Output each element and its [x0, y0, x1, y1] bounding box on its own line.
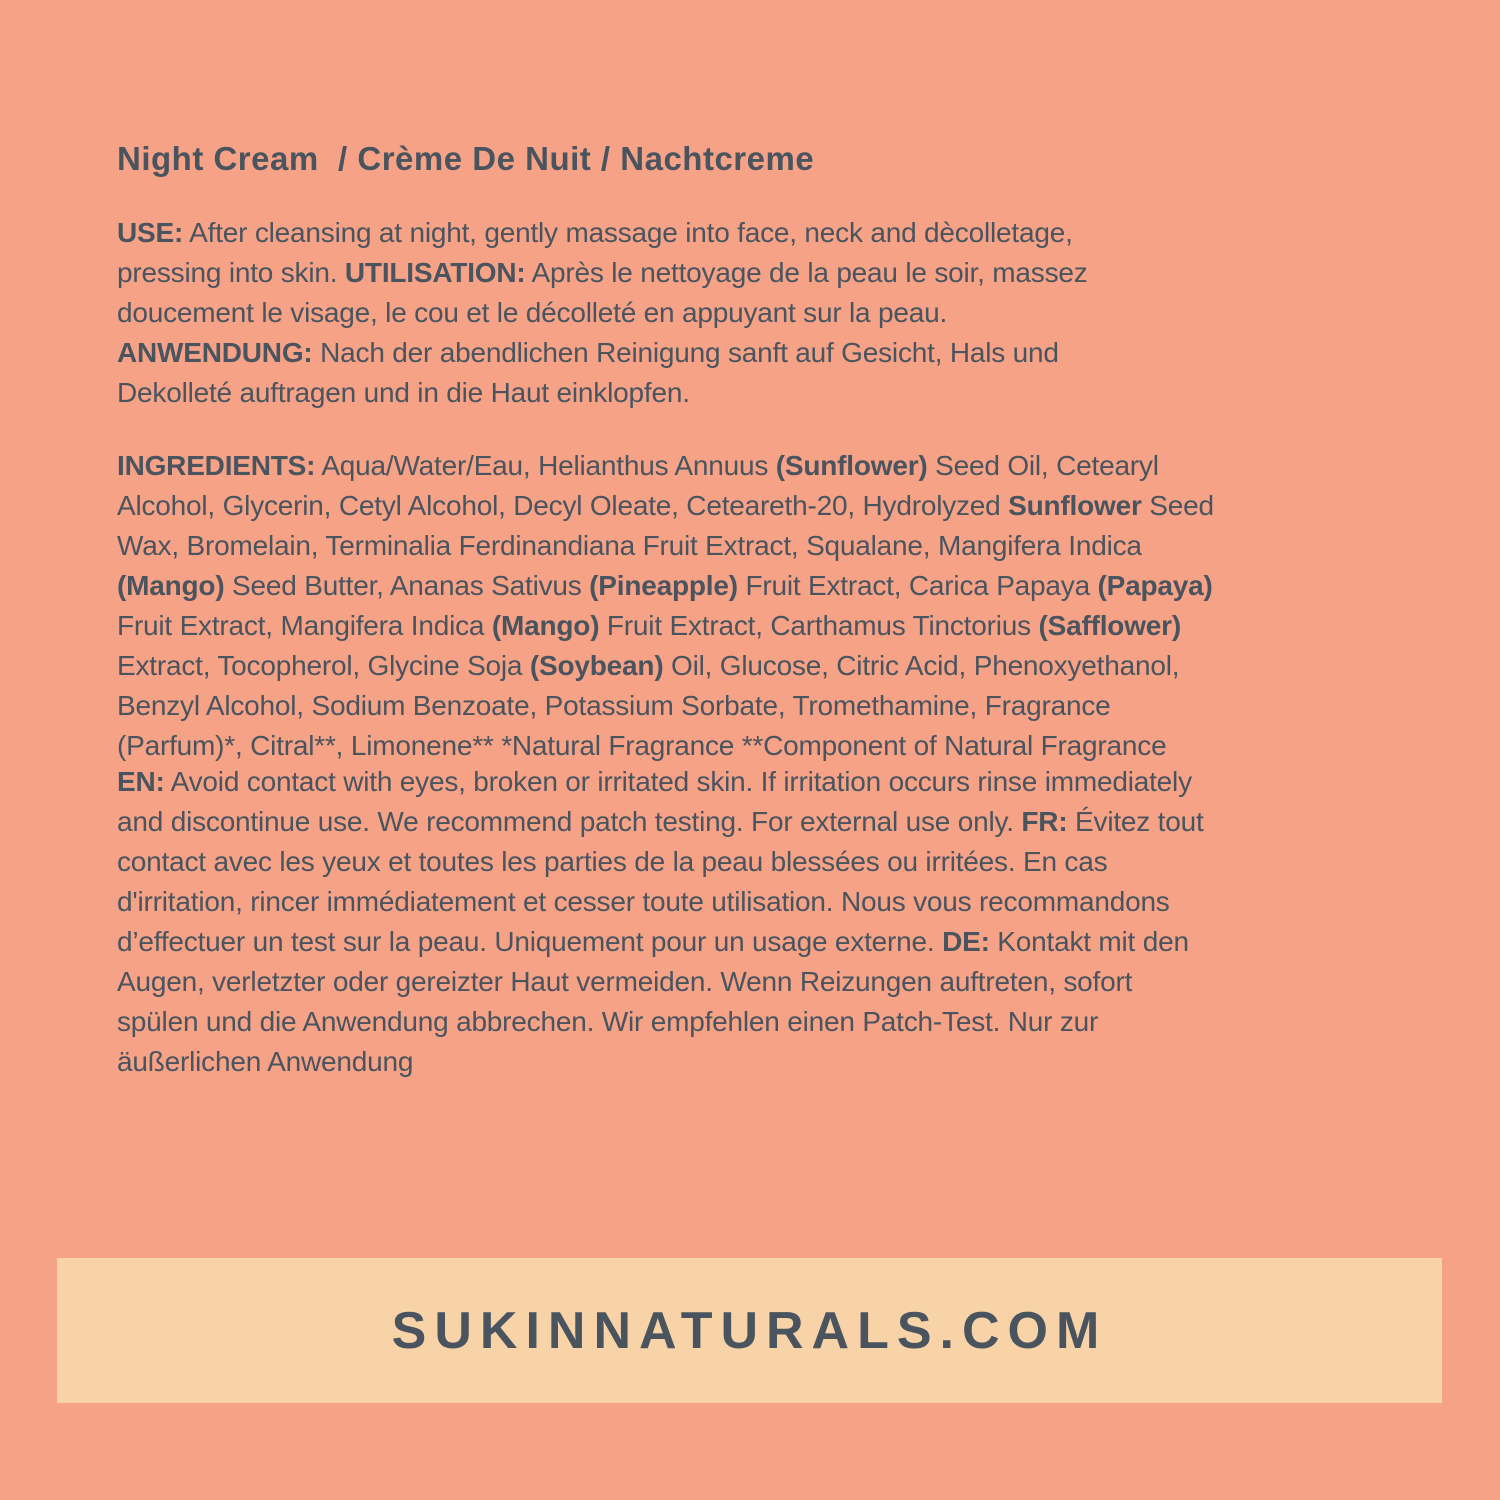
caution-warnings: EN: Avoid contact with eyes, broken or irritated skin. If irritation occurs rinse immediately and discontinue use. We recommend patch testing. For external use only. FR: Évitez tout contact avec les yeux et toutes les parties de la peau blessées ou irritées. En cas d'irritation, rincer immédiatement et cesser toute utilisation. Nous vous recommandons d’effectuer un test sur la peau. Uniquement pour un usage externe. DE: Kontakt mit den Augen, verletzter oder gereizter Haut vermeiden. Wenn Reizungen auftreten, sofort spülen und die Anwendung abbrechen. Wir empfehlen einen Patch-Test. Nur zur äußerlichen Anwendung — [117, 766, 1204, 1077]
website-url: SUKINNATURALS.COM — [391, 1301, 1108, 1360]
ingredients-list: INGREDIENTS: Aqua/Water/Eau, Helianthus Annuus (Sunflower) Seed Oil, Cetearyl Alcohol, Glycerin, Cetyl Alcohol, Decyl Oleate, Ceteareth-20, Hydrolyzed Sunflower Seed Wax, Bromelain, Terminalia Ferdinandiana Fruit Extract, Squalane, Mangifera Indica (Mango) Seed Butter, Ananas Sativus (Pineapple) Fruit Extract, Carica Papaya (Papaya) Fruit Extract, Mangifera Indica (Mango) Fruit Extract, Carthamus Tinctorius (Safflower) Extract, Tocopherol, Glycine Soja (Soybean) Oil, Glucose, Citric Acid, Phenoxyethanol, Benzyl Alcohol, Sodium Benzoate, Potassium Sorbate, Tromethamine, Fragrance (Parfum)*, Citral**, Limonene** *Natural Fragrance **Component of Natural Fragrance — [117, 450, 1214, 761]
website-banner — [57, 1258, 1442, 1403]
usage-instructions: USE: After cleansing at night, gently massage into face, neck and dècolletage, pressing into skin. UTILISATION: Après le nettoyage de la peau le soir, massez doucement le visage, le cou et le décolleté en appuyant sur la peau. ANWENDUNG: Nach der abendlichen Reinigung sanft auf Gesicht, Hals und Dekolleté auftragen und in die Haut einklopfen. — [117, 217, 1088, 408]
product-name-title: Night Cream / Crème De Nuit / Nachtcreme — [117, 140, 815, 177]
